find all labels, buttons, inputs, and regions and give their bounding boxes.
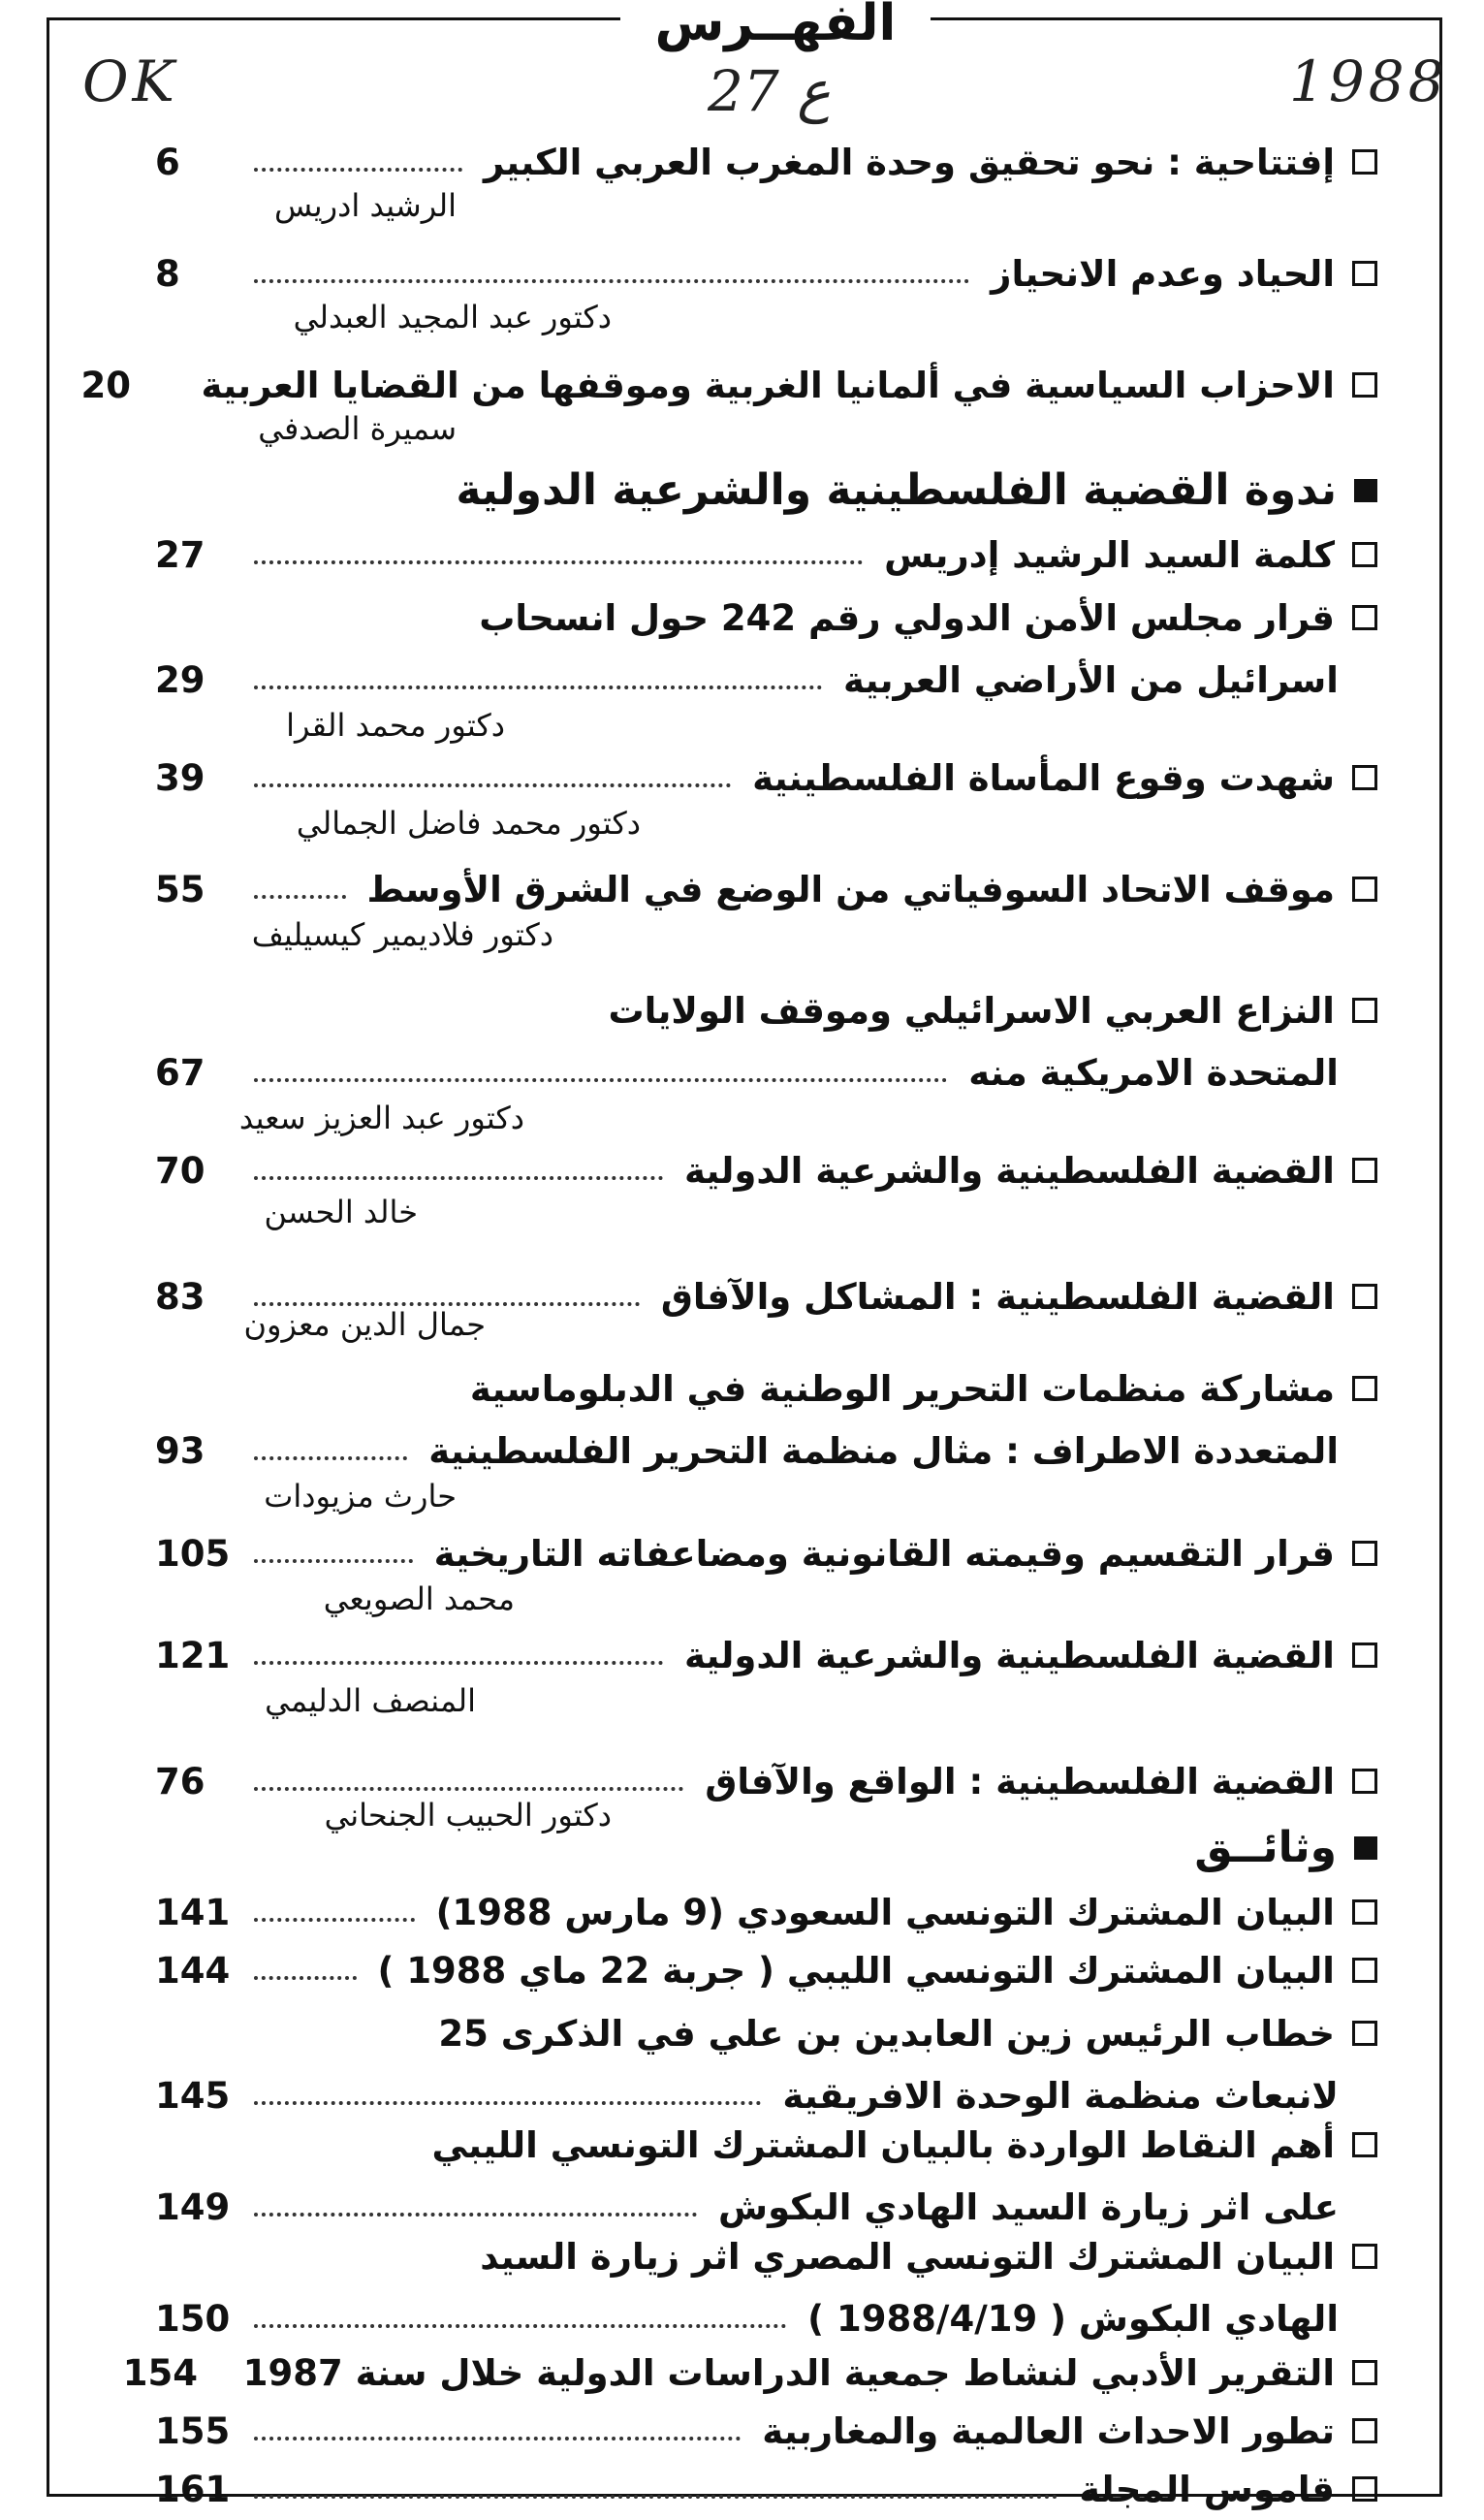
toc-entry-line <box>155 2287 1377 2349</box>
entry-author: دكتور محمد فاضل الجمالي <box>296 805 641 842</box>
dot-leader <box>254 1976 357 1980</box>
entry-author: دكتور عبد العزيز سعيد <box>238 1100 524 1136</box>
page-number: 155 <box>155 2409 231 2452</box>
filled-square-icon <box>1354 479 1377 502</box>
checkbox-icon <box>1352 1284 1377 1309</box>
filled-square-icon <box>1354 1836 1377 1860</box>
toc-entry-line <box>155 1419 1377 1482</box>
page-number: 150 <box>155 2297 231 2340</box>
entry-title: كلمة السيد الرشيد إدريس <box>884 533 1335 576</box>
handwritten-ok: OK <box>82 48 178 114</box>
toc-entry-line <box>80 354 1377 416</box>
entry-title: موقف الاتحاد السوفياتي من الوضع في الشرق الأوسط <box>366 868 1335 910</box>
entry-title: خطاب الرئيس زين العابدين بن علي في الذكرى 25 <box>438 2012 1335 2055</box>
checkbox-icon <box>1352 998 1377 1023</box>
toc-entry-line <box>155 1357 1377 1419</box>
toc-entry <box>155 1624 1377 1686</box>
toc-entry <box>155 979 1377 1103</box>
entry-title: البيان المشترك التونسي السعودي (9 مارس 1988) <box>435 1891 1335 1933</box>
entry-title: البيان المشترك التونسي الليبي ( جربة 22 ماي 1988 ) <box>377 1949 1335 1992</box>
toc-entry <box>155 1139 1377 1201</box>
dot-leader <box>254 686 822 689</box>
entry-author: سميرة الصدفي <box>258 410 457 447</box>
page-number: 20 <box>80 364 132 406</box>
entry-author: الرشيد ادريس <box>273 187 457 224</box>
toc-entry <box>155 524 1377 586</box>
page-number: 55 <box>155 868 205 910</box>
toc-entry-line <box>155 858 1377 920</box>
entry-author: حارث مزيودات <box>264 1478 457 1515</box>
toc-entry-line <box>155 131 1377 193</box>
dot-leader <box>254 1176 663 1180</box>
page-number: 145 <box>155 2074 231 2117</box>
entry-title: مشاركة منظمات التحرير الوطنية في الدبلوماسية <box>469 1367 1335 1410</box>
entry-author: دكتور فلاديمير كيسيليف <box>251 916 553 953</box>
toc-entry-line <box>155 587 1377 649</box>
page-number: 83 <box>155 1275 205 1318</box>
dot-leader <box>254 2437 741 2440</box>
toc-entry <box>155 1522 1377 1584</box>
page-number: 27 <box>155 533 205 576</box>
entry-title: الاحزاب السياسية في ألمانيا الغربية وموقفها من القضايا العربية <box>201 364 1335 406</box>
dot-leader <box>254 2324 786 2328</box>
entry-title: البيان المشترك التونسي المصري اثر زيارة السيد <box>480 2235 1335 2278</box>
toc-entry <box>155 587 1377 711</box>
checkbox-icon <box>1352 765 1377 790</box>
entry-author: دكتور محمد القرا <box>286 707 505 744</box>
page-number: 141 <box>155 1891 231 1933</box>
page-number: 29 <box>155 658 205 701</box>
entry-title: على اثر زيارة السيد الهادي البكوش <box>718 2185 1339 2228</box>
checkbox-icon <box>1352 2132 1377 2157</box>
toc-entry-line <box>155 2458 1377 2520</box>
checkbox-icon <box>1352 372 1377 398</box>
toc-entry <box>155 131 1377 193</box>
entry-title: اسرائيل من الأراضي العربية <box>843 658 1339 701</box>
toc-entry-line <box>155 747 1377 809</box>
toc-entry <box>155 2225 1377 2349</box>
page-title: الفهــرس <box>620 0 931 52</box>
entry-title: قاموس المجلة <box>1079 2468 1335 2510</box>
entry-author: المنصف الدليمي <box>265 1682 476 1719</box>
dot-leader <box>254 168 462 172</box>
page-number: 76 <box>155 1760 205 1802</box>
section-title: وثائــق <box>1194 1823 1337 1872</box>
checkbox-icon <box>1352 2418 1377 2443</box>
section-title: ندوة القضية الفلسطينية والشرعية الدولية <box>456 465 1337 515</box>
entry-title: التقرير الأدبي لنشاط جمعية الدراسات الدولية خلال سنة 1987 <box>242 2351 1335 2394</box>
toc-entry-line <box>155 2225 1377 2287</box>
toc-entry-line <box>155 1041 1377 1103</box>
toc-entry-line <box>155 2114 1377 2176</box>
toc-entry <box>155 1881 1377 1943</box>
entry-title: قرار التقسيم وقيمته القانونية ومضاعفاته التاريخية <box>433 1532 1335 1575</box>
toc-entry <box>122 2342 1377 2404</box>
page-number: 121 <box>155 1634 231 1676</box>
page-number: 8 <box>155 252 180 295</box>
toc-entry <box>155 858 1377 920</box>
page-number: 6 <box>155 141 180 183</box>
section-heading-nadwa <box>456 465 1377 515</box>
entry-author: دكتور الحبيب الجنحاني <box>324 1797 612 1834</box>
checkbox-icon <box>1352 1158 1377 1183</box>
dot-leader <box>254 560 863 564</box>
toc-entry <box>155 242 1377 304</box>
entry-author: محمد الصويعي <box>323 1580 515 1617</box>
entry-title: قرار مجلس الأمن الدولي رقم 242 حول انسحاب <box>479 596 1335 639</box>
toc-entry <box>155 747 1377 809</box>
entry-author: خالد الحسن <box>264 1194 418 1230</box>
page-number: 39 <box>155 756 205 799</box>
toc-entry-line <box>155 242 1377 304</box>
entry-title: المتحدة الامريكية منه <box>968 1051 1339 1094</box>
checkbox-icon <box>1352 1541 1377 1566</box>
checkbox-icon <box>1352 605 1377 630</box>
entry-title: لانبعاث منظمة الوحدة الافريقية <box>782 2074 1339 2117</box>
entry-title: أهم النقاط الواردة بالبيان المشترك التونسي الليبي <box>431 2123 1335 2166</box>
checkbox-icon <box>1352 2476 1377 2502</box>
checkbox-icon <box>1352 2021 1377 2046</box>
toc-entry <box>155 2002 1377 2126</box>
dot-leader <box>254 1918 415 1922</box>
dot-leader <box>254 1559 413 1563</box>
checkbox-icon <box>1352 1769 1377 1794</box>
toc-entry-line <box>155 2002 1377 2064</box>
toc-entry-line <box>155 1624 1377 1686</box>
entry-title: إفتتاحية : نحو تحقيق وحدة المغرب العربي الكبير <box>483 141 1335 183</box>
checkbox-icon <box>1352 542 1377 567</box>
entry-title: شهدت وقوع المأساة الفلسطينية <box>752 756 1335 799</box>
dot-leader <box>254 895 346 899</box>
entry-title: القضية الفلسطينية : المشاكل والآفاق <box>660 1275 1335 1318</box>
checkbox-icon <box>1352 1376 1377 1401</box>
dot-leader <box>254 1787 683 1791</box>
entry-title: النزاع العربي الاسرائيلي وموقف الولايات <box>608 989 1335 1032</box>
toc-entry <box>155 2114 1377 2238</box>
dot-leader <box>254 1661 663 1665</box>
toc-entry-line <box>155 1522 1377 1584</box>
toc-entry-line <box>155 1939 1377 2001</box>
toc-entry-line <box>155 2400 1377 2462</box>
page-number: 105 <box>155 1532 231 1575</box>
toc-entry-line <box>155 1881 1377 1943</box>
checkbox-icon <box>1352 877 1377 902</box>
toc-entry-line <box>155 1139 1377 1201</box>
dot-leader <box>254 1078 947 1082</box>
checkbox-icon <box>1352 261 1377 286</box>
entry-author: جمال الدين معزون <box>243 1306 486 1343</box>
toc-entry-line <box>155 649 1377 711</box>
checkbox-icon <box>1352 1958 1377 1983</box>
entry-title: القضية الفلسطينية : الواقع والآفاق <box>705 1760 1335 1802</box>
entry-title: الحياد وعدم الانحياز <box>991 252 1335 295</box>
dot-leader <box>254 783 731 787</box>
toc-entry <box>155 1939 1377 2001</box>
toc-entry <box>155 2458 1377 2520</box>
entry-title: الهادي البكوش ( 1988/4/19 ) <box>807 2297 1339 2340</box>
entry-title: القضية الفلسطينية والشرعية الدولية <box>683 1149 1335 1192</box>
dot-leader <box>254 279 969 283</box>
toc-entry <box>155 2400 1377 2462</box>
entry-title: تطور الاحداث العالمية والمغاربية <box>762 2409 1335 2452</box>
page-number: 161 <box>155 2468 231 2510</box>
toc-entry <box>80 354 1377 416</box>
checkbox-icon <box>1352 149 1377 175</box>
checkbox-icon <box>1352 2244 1377 2269</box>
section-heading-documents <box>1194 1823 1377 1872</box>
page-number: 144 <box>155 1949 231 1992</box>
handwritten-year: 1988 <box>1289 48 1448 114</box>
page-number: 154 <box>122 2351 198 2394</box>
checkbox-icon <box>1352 1643 1377 1668</box>
toc-entry-line <box>155 979 1377 1041</box>
entry-title: القضية الفلسطينية والشرعية الدولية <box>683 1634 1335 1676</box>
dot-leader <box>254 1456 407 1460</box>
dot-leader <box>254 2495 1058 2499</box>
entry-author: دكتور عبد المجيد العبدلي <box>293 299 612 335</box>
entry-title: المتعددة الاطراف : مثال منظمة التحرير الفلسطينية <box>428 1429 1339 1472</box>
dot-leader <box>254 2213 697 2217</box>
toc-entry <box>155 1357 1377 1482</box>
checkbox-icon <box>1352 1899 1377 1925</box>
page-number: 67 <box>155 1051 205 1094</box>
page-number: 93 <box>155 1429 205 1472</box>
page-number: 149 <box>155 2185 231 2228</box>
toc-entry-line <box>122 2342 1377 2404</box>
page-number: 70 <box>155 1149 205 1192</box>
checkbox-icon <box>1352 2360 1377 2385</box>
handwritten-number: 27 ع <box>708 58 831 124</box>
dot-leader <box>254 2101 761 2105</box>
toc-entry-line <box>155 524 1377 586</box>
